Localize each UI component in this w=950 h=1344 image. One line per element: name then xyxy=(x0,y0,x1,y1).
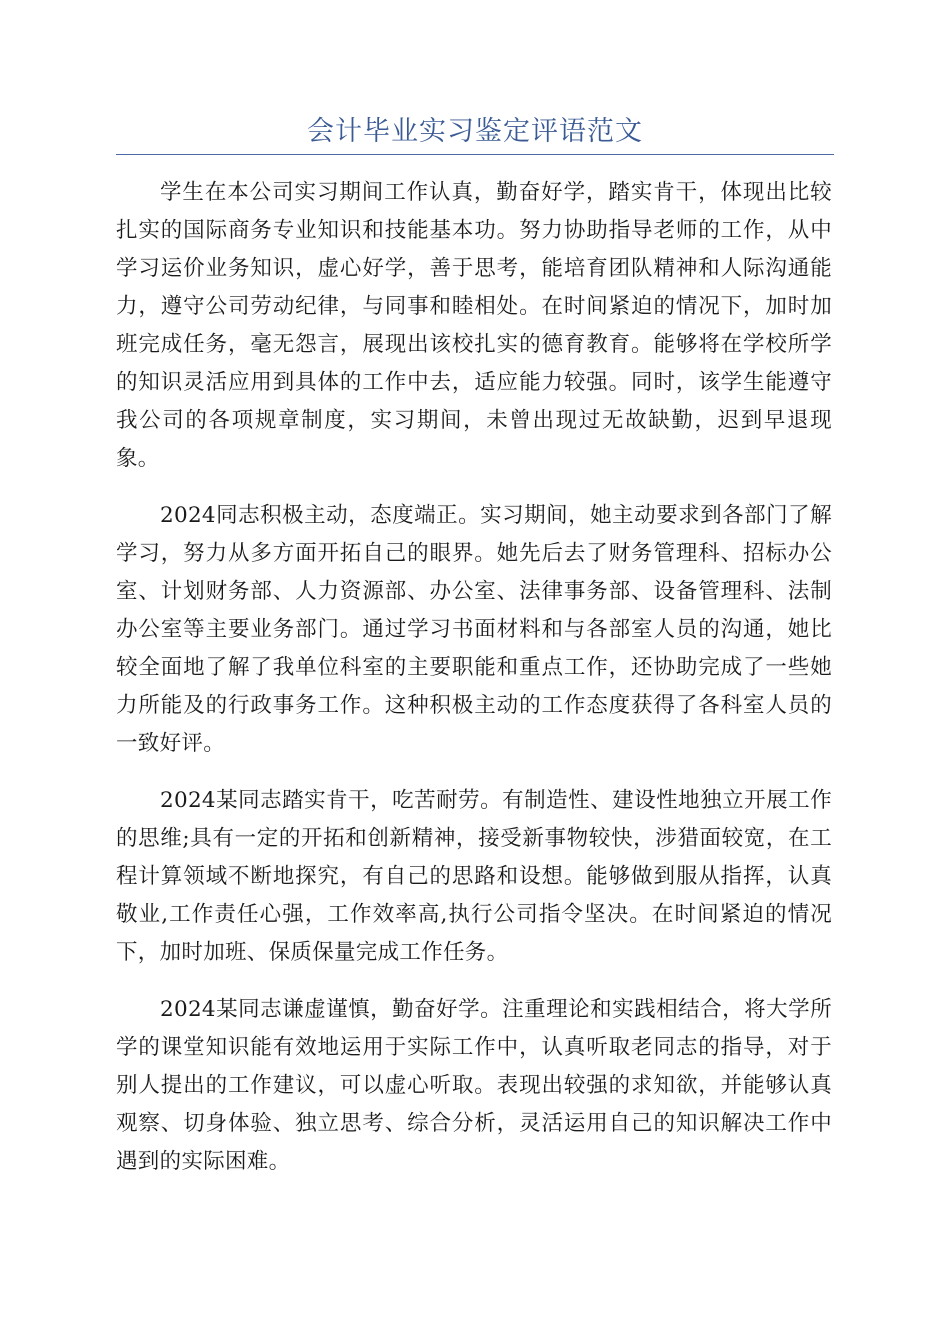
title-underline xyxy=(116,154,834,155)
paragraph: 2024某同志踏实肯干，吃苦耐劳。有制造性、建设性地独立开展工作的思维;具有一定的开拓和创新精神，接受新事物较快，涉猎面较宽，在工程计算领域不断地探究，有自己的思路和设想。能够做到服从指挥，认真敬业,工作责任心强，工作效率高,执行公司指令坚决。在时间紧迫的情况下，加时加班、保质保量完成工作任务。 xyxy=(116,788,832,965)
paragraph: 学生在本公司实习期间工作认真，勤奋好学，踏实肯干，体现出比较扎实的国际商务专业知识和技能基本功。努力协助指导老师的工作，从中学习运价业务知识，虚心好学，善于思考，能培育团队精神和人际沟通能力，遵守公司劳动纪律，与同事和睦相处。在时间紧迫的情况下，加时加班完成任务，毫无怨言，展现出该校扎实的德育教育。能够将在学校所学的知识灵活应用到具体的工作中去，适应能力较强。同时，该学生能遵守我公司的各项规章制度，实习期间，未曾出现过无故缺勤，迟到早退现象。 xyxy=(116,180,832,471)
document-body xyxy=(116,174,832,1200)
paragraph: 2024同志积极主动，态度端正。实习期间，她主动要求到各部门了解学习，努力从多方面开拓自己的眼界。她先后去了财务管理科、招标办公室、计划财务部、人力资源部、办公室、法律事务部、设备管理科、法制办公室等主要业务部门。通过学习书面材料和与各部室人员的沟通，她比较全面地了解了我单位科室的主要职能和重点工作，还协助完成了一些她力所能及的行政事务工作。这种积极主动的工作态度获得了各科室人员的一致好评。 xyxy=(116,503,832,756)
paragraph: 2024某同志谦虚谨慎，勤奋好学。注重理论和实践相结合，将大学所学的课堂知识能有效地运用于实际工作中，认真听取老同志的指导，对于别人提出的工作建议，可以虚心听取。表现出较强的求知欲，并能够认真观察、切身体验、独立思考、综合分析，灵活运用自己的知识解决工作中遇到的实际困难。 xyxy=(116,997,832,1174)
document-title: 会计毕业实习鉴定评语范文 xyxy=(307,116,643,147)
